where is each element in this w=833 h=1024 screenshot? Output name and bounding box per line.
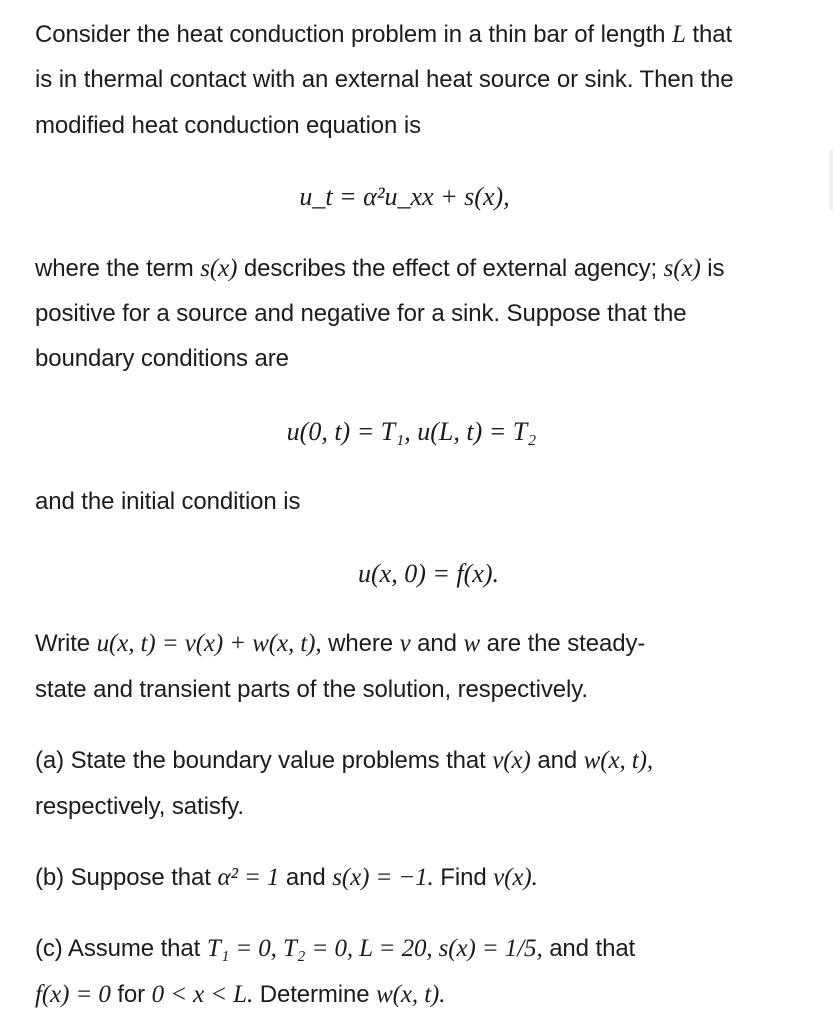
boundary-conditions-text: u(0, t) = T₁, u(L, t) = T₂ — [286, 417, 537, 446]
part-c-text-1b: and that — [549, 935, 636, 962]
part-b-alpha: α² = 1 — [217, 864, 280, 891]
heat-equation — [0, 181, 821, 213]
source-term-1: s(x) — [200, 255, 238, 282]
source-line-1 — [35, 254, 724, 284]
part-b-text-c: Find — [440, 864, 487, 891]
decomp-text-1b: where — [328, 630, 393, 657]
part-b-v: v(x). — [493, 864, 538, 891]
part-a-w: w(x, t), — [583, 747, 653, 774]
part-c-domain: 0 < x < L. — [151, 981, 254, 1008]
decomp-text-1c: and — [417, 630, 457, 657]
initial-condition-text: u(x, 0) = f(x). — [358, 559, 499, 588]
steady-state-var: v — [399, 630, 411, 657]
source-text-1c: is — [707, 255, 725, 282]
heat-equation-text: u_t = α²u_xx + s(x), — [299, 182, 510, 211]
source-text-1a: where the term — [35, 255, 194, 282]
part-c-line-2 — [35, 980, 445, 1010]
intro-text-1a: Consider the heat conduction problem in a thin bar of length — [35, 21, 666, 48]
part-b-source: s(x) = −1. — [332, 864, 434, 891]
part-a-line-1 — [35, 746, 653, 776]
source-line-3: boundary conditions are — [35, 345, 289, 372]
part-b-text-a: (b) Suppose that — [35, 864, 211, 891]
intro-line-1 — [35, 20, 732, 50]
decomp-text-1a: Write — [35, 630, 91, 657]
source-line-2: positive for a source and negative for a sink. Suppose that the — [35, 300, 687, 327]
part-c-params: T₁ = 0, T₂ = 0, L = 20, s(x) = 1/5, — [206, 935, 543, 962]
initial-condition — [12, 558, 833, 590]
intro-line-3: modified heat conduction equation is — [35, 112, 422, 139]
part-b-line — [35, 863, 538, 893]
length-variable: L — [672, 21, 686, 48]
part-c-line-1 — [35, 934, 635, 964]
transient-var: w — [463, 630, 481, 657]
source-text-1b: describes the effect of external agency; — [243, 255, 658, 282]
intro-text-1b: that — [692, 21, 733, 48]
decomp-equation: u(x, t) = v(x) + w(x, t), — [96, 630, 322, 657]
part-c-text-1a: (c) Assume that — [35, 935, 201, 962]
decomp-line-1 — [35, 629, 645, 659]
source-term-2: s(x) — [663, 255, 701, 282]
part-a-text-1a: (a) State the boundary value problems that — [35, 747, 486, 774]
decomp-line-2: state and transient parts of the solution, respectively. — [35, 676, 588, 703]
scroll-edge — [829, 150, 833, 210]
part-c-initial: f(x) = 0 — [35, 981, 111, 1008]
part-c-text-2a: for — [117, 981, 146, 1008]
intro-line-2: is in thermal contact with an external heat source or sink. Then the — [35, 66, 734, 93]
part-b-text-b: and — [285, 864, 326, 891]
part-a-text-1b: and — [537, 747, 578, 774]
part-c-w: w(x, t). — [376, 981, 446, 1008]
boundary-conditions — [0, 416, 828, 448]
part-a-v: v(x) — [492, 747, 531, 774]
decomp-text-1d: are the steady- — [486, 630, 646, 657]
part-a-line-2: respectively, satisfy. — [35, 793, 244, 820]
part-c-text-2b: Determine — [259, 981, 370, 1008]
initial-text: and the initial condition is — [35, 488, 301, 515]
